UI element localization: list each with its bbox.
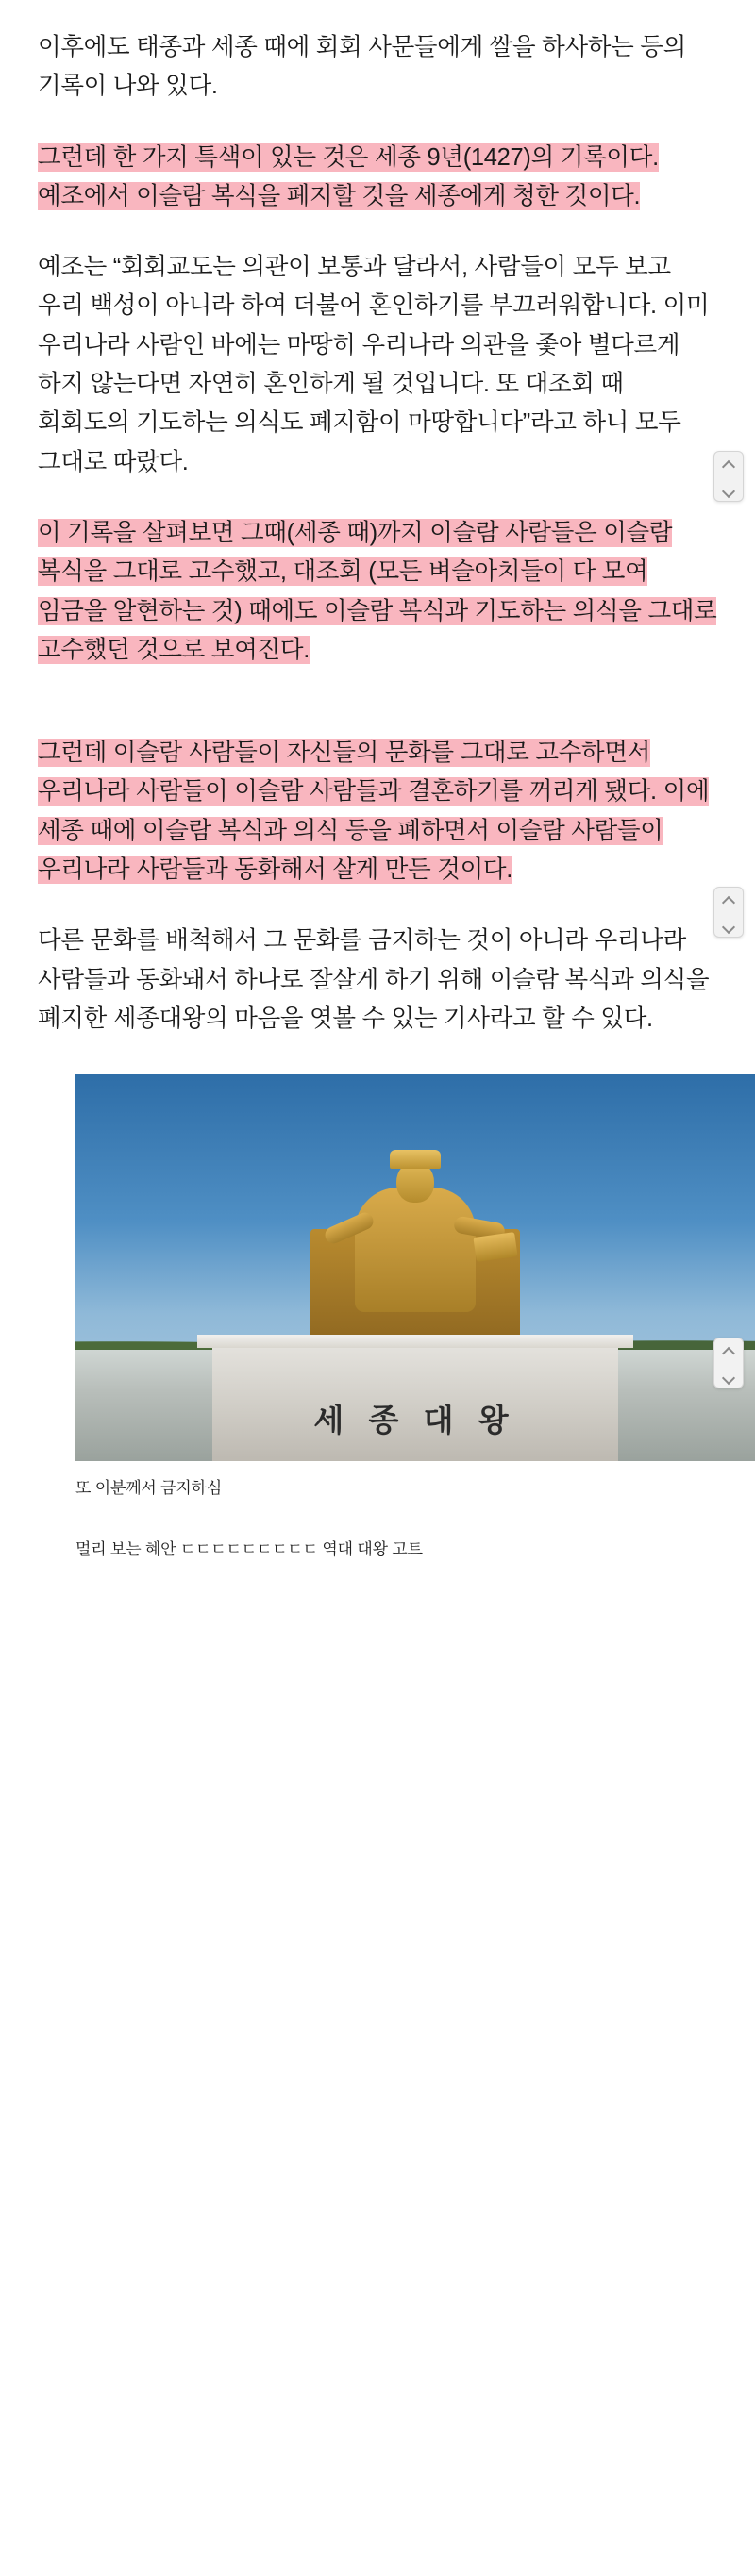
paragraph-2	[38, 139, 717, 217]
paragraph-6	[38, 922, 717, 1039]
scroll-stepper-3[interactable]	[713, 1338, 744, 1388]
statue-hat	[390, 1150, 441, 1169]
sejong-statue	[297, 1152, 533, 1350]
paragraph-5-text-highlighted: 그런데 이슬람 사람들이 자신들의 문화를 그대로 고수하면서 우리나라 사람들이 이슬람 사람들과 결혼하기를 꺼리게 됐다. 이에 세종 때에 이슬람 복식과 의식 등을 폐하면서 이슬람 사람들이 우리나라 사람들과 동화해서 살게 만든 것이다.	[38, 740, 710, 884]
chevron-down-icon[interactable]	[723, 922, 734, 928]
chevron-up-icon[interactable]	[723, 1348, 734, 1354]
figure-statue	[76, 1074, 755, 1461]
statue-photo	[76, 1074, 755, 1461]
footer-comment: 멀리 보는 혜안 ㄷㄷㄷㄷㄷㄷㄷㄷㄷ 역대 대왕 고트	[76, 1540, 423, 1559]
chevron-up-icon[interactable]	[723, 897, 734, 904]
paragraph-1	[38, 28, 717, 107]
paragraph-3	[38, 248, 717, 482]
figure-caption: 또 이분께서 금지하심	[76, 1479, 223, 1498]
paragraph-5	[38, 734, 717, 889]
statue-body	[355, 1188, 476, 1312]
chevron-up-icon[interactable]	[723, 461, 734, 468]
chevron-down-icon[interactable]	[723, 1372, 734, 1379]
paragraph-1-text: 이후에도 태종과 세종 때에 회회 사문들에게 쌀을 하사하는 등의 기록이 나와 있다.	[38, 34, 686, 100]
paragraph-4-text-highlighted: 이 기록을 살펴보면 그때(세종 때)까지 이슬람 사람들은 이슬람 복식을 그대로 고수했고, 대조회 (모든 벼슬아치들이 다 모여 임금을 알현하는 것) 때에도 이슬람 복식과 기도하는 의식을 그대로 고수했던 것으로 보여진다.	[38, 519, 717, 663]
statue-pedestal	[212, 1345, 618, 1461]
pedestal-inscription: 세 종 대 왕	[313, 1404, 517, 1439]
chevron-down-icon[interactable]	[723, 486, 734, 492]
scroll-stepper-2[interactable]	[713, 887, 744, 938]
pedestal-cap	[197, 1335, 633, 1348]
bottom-spacer	[38, 1559, 717, 1616]
paragraph-spacer	[38, 702, 717, 734]
paragraph-3-text: 예조는 “회회교도는 의관이 보통과 달라서, 사람들이 모두 보고 우리 백성이 아니라 하여 더불어 혼인하기를 부끄러워합니다. 이미 우리나라 사람인 바에는 마땅히 우리나라 의관을 좇아 별다르게 하지 않는다면 자연히 혼인하게 될 것입니다. 또 대조회 때 회회도의 기도하는 의식도 폐지함이 마땅합니다”라고 하니 모두 그대로 따랐다.	[38, 254, 710, 475]
paragraph-6-text: 다른 문화를 배척해서 그 문화를 금지하는 것이 아니라 우리나라 사람들과 동화돼서 하나로 잘살게 하기 위해 이슬람 복식과 의식을 폐지한 세종대왕의 마음을 엿볼 수 있는 기사라고 할 수 있다.	[38, 927, 710, 1032]
paragraph-2-text-highlighted: 그런데 한 가지 특색이 있는 것은 세종 9년(1427)의 기록이다. 예조에서 이슬람 복식을 폐지할 것을 세종에게 청한 것이다.	[38, 143, 659, 209]
scroll-stepper-1[interactable]	[713, 451, 744, 502]
paragraph-4	[38, 514, 717, 670]
